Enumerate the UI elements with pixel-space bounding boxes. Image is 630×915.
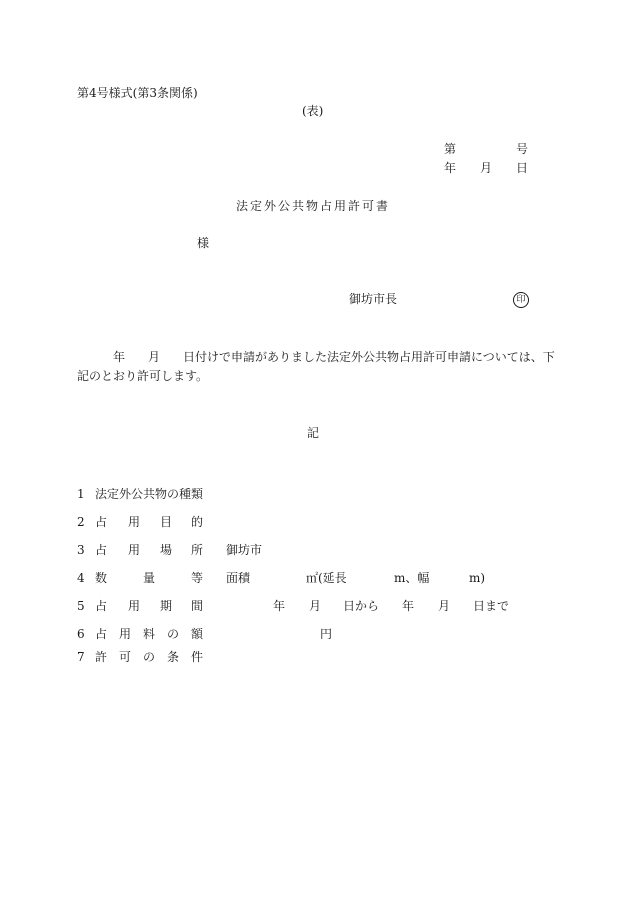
body-month: 月 [148, 350, 161, 364]
document-title: 法定外公共物占用許可書 [236, 199, 391, 213]
item-5-char: 期 [160, 599, 173, 613]
item-5-to-month: 月 [438, 599, 451, 613]
item-4-unit: ㎡(延長 [306, 571, 347, 585]
item-2-char: 的 [191, 515, 204, 529]
item-4-m-end: m) [469, 571, 486, 585]
item-4-area-label: 面積 [226, 571, 251, 585]
date-year: 年 [444, 161, 457, 175]
item-7-char: 許 [95, 650, 108, 664]
item-6-char: 額 [191, 627, 204, 641]
body-line2: 記のとおり許可します。 [77, 369, 209, 383]
ki-heading: 記 [307, 426, 320, 440]
item-4-char: 数 [95, 571, 108, 585]
item-5-to-day: 日まで [473, 599, 510, 613]
item-5-char: 間 [191, 599, 204, 613]
item-6-char: 用 [119, 627, 132, 641]
item-3-char: 場 [160, 543, 173, 557]
item-3-number: 3 [77, 543, 85, 557]
addressee-suffix: 様 [197, 236, 210, 250]
seal-mark: 印 [513, 292, 529, 308]
item-7-number: 7 [77, 650, 85, 664]
item-3-char: 占 [95, 543, 108, 557]
item-6-number: 6 [77, 627, 85, 641]
item-1-number: 1 [77, 487, 85, 501]
number-go: 号 [516, 142, 529, 156]
item-5-number: 5 [77, 599, 85, 613]
item-6-char: の [167, 627, 180, 641]
item-3-char: 用 [128, 543, 141, 557]
issuer-name: 御坊市長 [349, 292, 398, 306]
item-4-char: 等 [191, 571, 204, 585]
item-4-m-sep: m、幅 [394, 571, 430, 585]
item-5-from-month: 月 [309, 599, 322, 613]
item-2-char: 占 [95, 515, 108, 529]
item-3-value: 御坊市 [226, 543, 263, 557]
number-dai: 第 [444, 142, 457, 156]
item-4-char: 量 [143, 571, 156, 585]
body-line1: 日付けで申請がありました法定外公共物占用許可申請については、下 [183, 350, 555, 364]
side-label: (表) [302, 104, 324, 118]
item-5-from-year: 年 [273, 599, 286, 613]
item-7-char: 可 [119, 650, 132, 664]
item-2-char: 用 [128, 515, 141, 529]
item-6-yen: 円 [320, 627, 333, 641]
item-3-char: 所 [191, 543, 204, 557]
body-year: 年 [113, 350, 126, 364]
item-5-char: 占 [95, 599, 108, 613]
item-7-char: 条 [167, 650, 180, 664]
date-day: 日 [516, 161, 529, 175]
item-7-char: 件 [191, 650, 204, 664]
item-1-label: 法定外公共物の種類 [95, 487, 204, 501]
item-6-char: 占 [95, 627, 108, 641]
form-number: 第4号様式(第3条関係) [77, 86, 198, 100]
item-7-char: の [143, 650, 156, 664]
item-2-number: 2 [77, 515, 85, 529]
item-5-to-year: 年 [402, 599, 415, 613]
item-2-char: 目 [160, 515, 173, 529]
item-4-number: 4 [77, 571, 85, 585]
date-month: 月 [480, 161, 493, 175]
item-5-char: 用 [128, 599, 141, 613]
item-6-char: 料 [143, 627, 156, 641]
item-5-from-day: 日から [343, 599, 380, 613]
